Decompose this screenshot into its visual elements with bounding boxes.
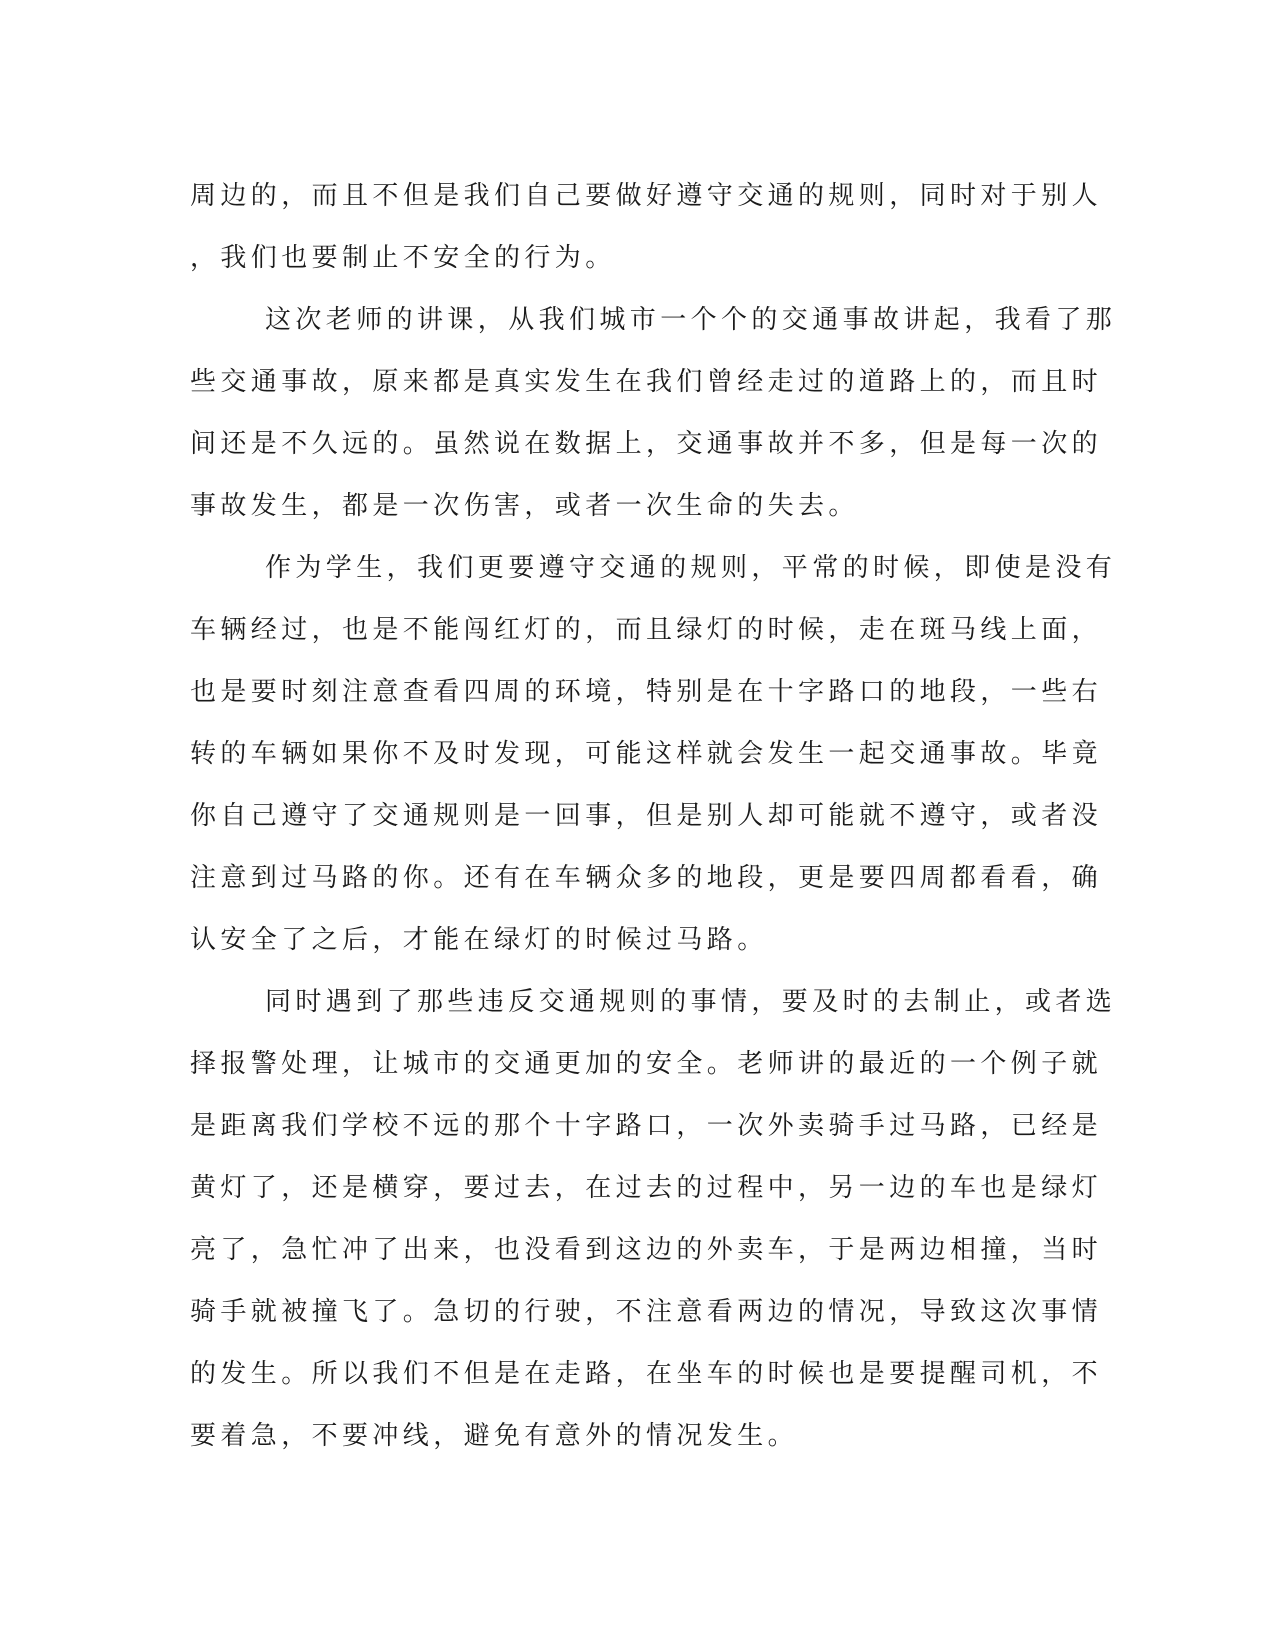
text-line: 注意到过马路的你。还有在车辆众多的地段，更是要四周都看看，确 — [190, 863, 1103, 893]
text-line: 择报警处理，让城市的交通更加的安全。老师讲的最近的一个例子就 — [190, 1049, 1103, 1079]
text-line: 也是要时刻注意查看四周的环境，特别是在十字路口的地段，一些右 — [190, 677, 1103, 707]
text-line: 间还是不久远的。虽然说在数据上，交通事故并不多，但是每一次的 — [190, 429, 1103, 459]
text-line: 周边的，而且不但是我们自己要做好遵守交通的规则，同时对于别人 — [190, 181, 1103, 211]
text-line: 转的车辆如果你不及时发现，可能这样就会发生一起交通事故。毕竟 — [190, 739, 1103, 769]
text-line: 的发生。所以我们不但是在走路，在坐车的时候也是要提醒司机，不 — [190, 1359, 1103, 1389]
text-line: 些交通事故，原来都是真实发生在我们曾经走过的道路上的，而且时 — [190, 367, 1103, 397]
paragraph-first-line: 同时遇到了那些违反交通规则的事情，要及时的去制止，或者选 — [265, 987, 1117, 1017]
paragraph-first-line: 作为学生，我们更要遵守交通的规则，平常的时候，即使是没有 — [265, 553, 1117, 583]
paragraph-first-line: 这次老师的讲课，从我们城市一个个的交通事故讲起，我看了那 — [265, 305, 1117, 335]
text-line: 车辆经过，也是不能闯红灯的，而且绿灯的时候，走在斑马线上面， — [190, 615, 1103, 645]
document-body — [190, 165, 1117, 1467]
text-line: 黄灯了，还是横穿，要过去，在过去的过程中，另一边的车也是绿灯 — [190, 1173, 1103, 1203]
text-line: 是距离我们学校不远的那个十字路口，一次外卖骑手过马路，已经是 — [190, 1111, 1103, 1141]
text-line: 事故发生，都是一次伤害，或者一次生命的失去。 — [190, 491, 859, 521]
text-line: 认安全了之后，才能在绿灯的时候过马路。 — [190, 925, 768, 955]
text-line: ，我们也要制止不安全的行为。 — [190, 243, 616, 273]
text-line: 骑手就被撞飞了。急切的行驶，不注意看两边的情况，导致这次事情 — [190, 1297, 1103, 1327]
text-line: 亮了，急忙冲了出来，也没看到这边的外卖车，于是两边相撞，当时 — [190, 1235, 1103, 1265]
text-line: 要着急，不要冲线，避免有意外的情况发生。 — [190, 1421, 799, 1451]
text-line: 你自己遵守了交通规则是一回事，但是别人却可能就不遵守，或者没 — [190, 801, 1103, 831]
